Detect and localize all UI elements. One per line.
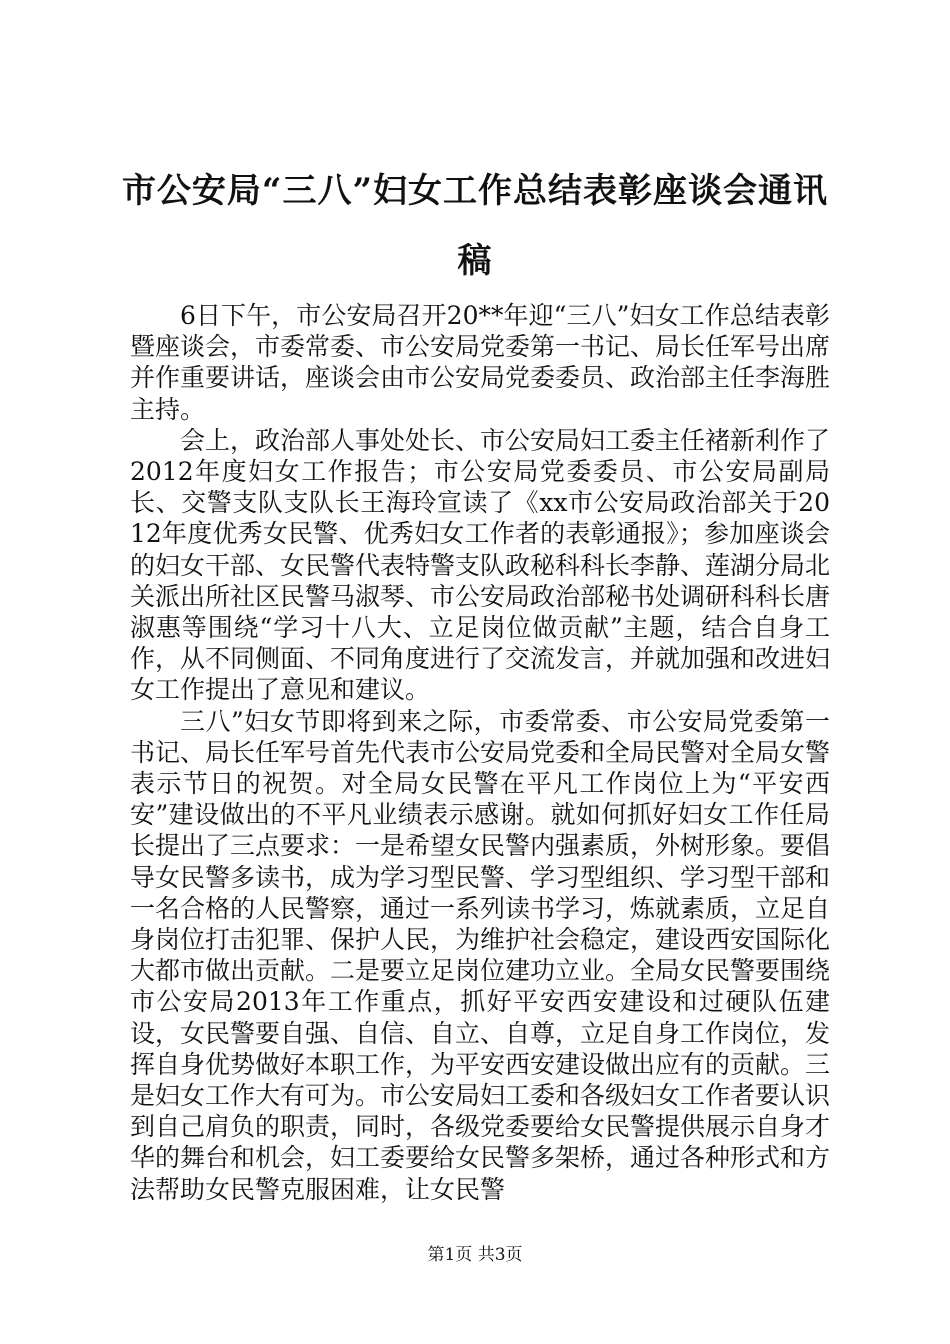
page-number-footer: 第1页 共3页 bbox=[427, 1245, 523, 1265]
paragraph-3: 三八”妇女节即将到来之际，市委常委、市公安局党委第一书记、局长任军号首先代表市公安局党委和全局民警对全局女警表示节日的祝贺。对全局女民警在平凡工作岗位上为“平安西安”建设做出的不平凡业绩表示感谢。就如何抓好妇女工作任局长提出了三点要求：一是希望女民警内强素质，外树形象。要倡导女民警多读书，成为学习型民警、学习型组织、学习型干部和一名合格的人民警察，通过一系列读书学习，炼就素质，立足自身岗位打击犯罪、保护人民，为维护社会稳定，建设西安国际化大都市做出贡献。二是要立足岗位建功立业。全局女民警要围绕市公安局2013年工作重点，抓好平安西安建设和过硬队伍建设，女民警要自强、自信、自立、自尊，立足自身工作岗位，发挥自身优势做好本职工作，为平安西安建设做出应有的贡献。三是妇女工作大有可为。市公安局妇工委和各级妇女工作者要认识到自己肩负的职责，同时，各级党委要给女民警提供展示自身才华的舞台和机会，妇工委要给女民警多架桥，通过各种形式和方法帮助女民警克服困难，让女民警 bbox=[130, 706, 831, 1204]
document-body bbox=[130, 300, 830, 1205]
paragraph-2: 会上，政治部人事处处长、市公安局妇工委主任褚新利作了2012年度妇女工作报告；市公安局党委委员、市公安局副局长、交警支队支队长王海玲宣读了《xx市公安局政治部关于2012年度优秀女民警、优秀妇女工作者的表彰通报》；参加座谈会的妇女干部、女民警代表特警支队政秘科科长李静、莲湖分局北关派出所社区民警马淑琴、市公安局政治部秘书处调研科科长唐淑惠等围绕“学习十八大、立足岗位做贡献”主题，结合自身工作，从不同侧面、不同角度进行了交流发言，并就加强和改进妇女工作提出了意见和建议。 bbox=[130, 425, 831, 705]
document-title: 市公安局“三八”妇女工作总结表彰座谈会通讯稿 bbox=[121, 171, 829, 281]
paragraph-1: 6日下午，市公安局召开20**年迎“三八”妇女工作总结表彰暨座谈会，市委常委、市公安局党委第一书记、局长任军号出席并作重要讲话，座谈会由市公安局党委委员、政治部主任李海胜主持。 bbox=[130, 301, 831, 424]
